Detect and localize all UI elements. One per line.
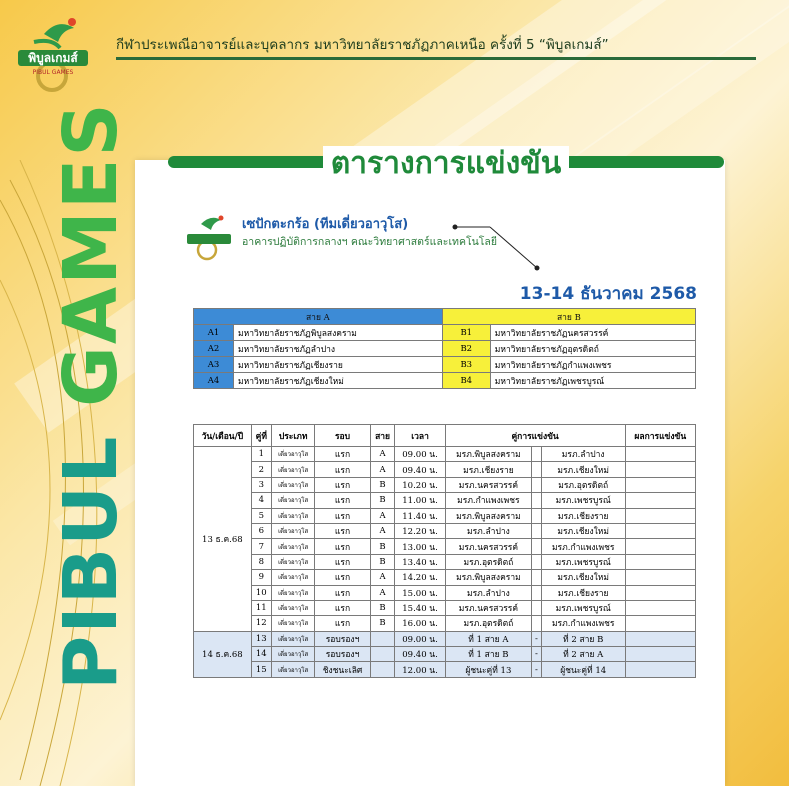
col-match: คู่การแข่งขัน	[445, 425, 625, 447]
match-no: 3	[251, 477, 271, 492]
team-2: มรภ.เชียงราย	[541, 508, 625, 523]
group-a-team: มหาวิทยาลัยราชภัฏเชียงใหม่	[234, 373, 443, 389]
brand-pibul: PIBUL	[48, 406, 134, 690]
group-b-team: มหาวิทยาลัยราชภัฏนครสวรรค์	[490, 325, 695, 341]
match-result	[625, 570, 695, 585]
match-round: แรก	[315, 508, 370, 523]
table-row	[194, 647, 696, 662]
match-separator: -	[532, 662, 542, 677]
match-time: 13.00 น.	[395, 539, 445, 554]
match-separator	[532, 616, 542, 631]
match-round: แรก	[315, 523, 370, 538]
match-no: 12	[251, 616, 271, 631]
match-result	[625, 523, 695, 538]
group-b-code: B3	[442, 357, 490, 373]
match-no: 15	[251, 662, 271, 677]
match-result	[625, 508, 695, 523]
match-group	[370, 647, 395, 662]
col-round: รอบ	[315, 425, 370, 447]
match-type: เดี่ยวอาวุโส	[271, 508, 314, 523]
match-separator: -	[532, 631, 542, 646]
match-group	[370, 662, 395, 677]
match-round: แรก	[315, 477, 370, 492]
table-row	[194, 570, 696, 585]
group-a-team: มหาวิทยาลัยราชภัฏเชียงราย	[234, 357, 443, 373]
col-date: วัน/เดือน/ปี	[194, 425, 252, 447]
match-time: 09.00 น.	[395, 447, 445, 462]
match-no: 1	[251, 447, 271, 462]
match-separator	[532, 477, 542, 492]
group-b-header: สาย B	[442, 309, 695, 325]
table-row	[194, 631, 696, 646]
match-group: A	[370, 585, 395, 600]
match-result	[625, 539, 695, 554]
group-b-code: B1	[442, 325, 490, 341]
match-no: 13	[251, 631, 271, 646]
table-row	[194, 554, 696, 569]
team-1: ผู้ชนะคู่ที่ 13	[445, 662, 531, 677]
team-1: มรภ.ลำปาง	[445, 523, 531, 538]
match-result	[625, 447, 695, 462]
team-2: ผู้ชนะคู่ที่ 14	[541, 662, 625, 677]
match-type: เดี่ยวอาวุโส	[271, 539, 314, 554]
team-2: มรภ.เชียงใหม่	[541, 462, 625, 477]
svg-text:พิบูลเกมส์: พิบูลเกมส์	[28, 51, 78, 65]
group-row	[194, 373, 696, 389]
match-separator	[532, 493, 542, 508]
match-separator	[532, 508, 542, 523]
match-result	[625, 462, 695, 477]
match-group: B	[370, 616, 395, 631]
match-result	[625, 647, 695, 662]
match-no: 8	[251, 554, 271, 569]
match-type: เดี่ยวอาวุโส	[271, 462, 314, 477]
group-b-team: มหาวิทยาลัยราชภัฏเพชรบูรณ์	[490, 373, 695, 389]
date-cell: 13 ธ.ค.68	[194, 447, 252, 632]
team-1: มรภ.กำแพงเพชร	[445, 493, 531, 508]
match-type: เดี่ยวอาวุโส	[271, 600, 314, 615]
match-no: 14	[251, 647, 271, 662]
table-row	[194, 600, 696, 615]
team-2: ที่ 2 สาย A	[541, 647, 625, 662]
pointer-line	[452, 224, 552, 274]
match-separator	[532, 462, 542, 477]
team-2: ที่ 2 สาย B	[541, 631, 625, 646]
svg-text:PIBUL GAMES: PIBUL GAMES	[32, 69, 74, 76]
match-group: B	[370, 477, 395, 492]
team-2: มรภ.กำแพงเพชร	[541, 616, 625, 631]
event-logo	[185, 212, 235, 262]
team-1: มรภ.พิบูลสงคราม	[445, 508, 531, 523]
match-group: B	[370, 493, 395, 508]
match-round: ชิงชนะเลิศ	[315, 662, 370, 677]
match-round: แรก	[315, 493, 370, 508]
match-time: 15.00 น.	[395, 585, 445, 600]
team-2: มรภ.เชียงใหม่	[541, 523, 625, 538]
event-date: 13-14 ธันวาคม 2568	[519, 284, 697, 304]
match-round: แรก	[315, 585, 370, 600]
group-a-code: A2	[194, 341, 234, 357]
match-result	[625, 585, 695, 600]
group-a-code: A1	[194, 325, 234, 341]
match-type: เดี่ยวอาวุโส	[271, 447, 314, 462]
header-title: กีฬาประเพณีอาจารย์และบุคลากร มหาวิทยาลัยราชภัฏภาคเหนือ ครั้งที่ 5 “พิบูลเกมส์”	[116, 37, 609, 53]
team-1: ที่ 1 สาย A	[445, 631, 531, 646]
team-1: มรภ.พิบูลสงคราม	[445, 570, 531, 585]
col-type: ประเภท	[271, 425, 314, 447]
match-round: รอบรองฯ	[315, 647, 370, 662]
col-no: คู่ที่	[251, 425, 271, 447]
match-time: 13.40 น.	[395, 554, 445, 569]
table-row	[194, 616, 696, 631]
team-2: มรภ.อุตรดิตถ์	[541, 477, 625, 492]
match-group: B	[370, 539, 395, 554]
match-no: 9	[251, 570, 271, 585]
date-cell: 14 ธ.ค.68	[194, 631, 252, 677]
group-row	[194, 325, 696, 341]
table-row	[194, 493, 696, 508]
table-row	[194, 462, 696, 477]
team-2: มรภ.เชียงใหม่	[541, 570, 625, 585]
col-result: ผลการแข่งขัน	[625, 425, 695, 447]
match-time: 09.00 น.	[395, 631, 445, 646]
team-1: มรภ.นครสวรรค์	[445, 539, 531, 554]
table-row	[194, 585, 696, 600]
group-b-team: มหาวิทยาลัยราชภัฏกำแพงเพชร	[490, 357, 695, 373]
match-result	[625, 600, 695, 615]
match-round: แรก	[315, 570, 370, 585]
match-result	[625, 616, 695, 631]
match-type: เดี่ยวอาวุโส	[271, 554, 314, 569]
match-type: เดี่ยวอาวุโส	[271, 647, 314, 662]
group-a-team: มหาวิทยาลัยราชภัฏลำปาง	[234, 341, 443, 357]
match-time: 09.40 น.	[395, 647, 445, 662]
match-round: แรก	[315, 554, 370, 569]
match-round: รอบรองฯ	[315, 631, 370, 646]
match-group: A	[370, 462, 395, 477]
col-group: สาย	[370, 425, 395, 447]
match-time: 11.40 น.	[395, 508, 445, 523]
match-type: เดี่ยวอาวุโส	[271, 616, 314, 631]
match-time: 12.00 น.	[395, 662, 445, 677]
group-a-code: A4	[194, 373, 234, 389]
groups-table	[193, 308, 696, 389]
match-time: 12.20 น.	[395, 523, 445, 538]
schedule-table	[193, 424, 696, 678]
match-round: แรก	[315, 462, 370, 477]
match-result	[625, 662, 695, 677]
team-2: มรภ.ลำปาง	[541, 447, 625, 462]
table-row	[194, 539, 696, 554]
group-row	[194, 341, 696, 357]
team-1: มรภ.อุตรดิตถ์	[445, 554, 531, 569]
match-type: เดี่ยวอาวุโส	[271, 662, 314, 677]
page-header	[0, 0, 789, 90]
match-separator	[532, 523, 542, 538]
match-type: เดี่ยวอาวุโส	[271, 585, 314, 600]
match-separator	[532, 447, 542, 462]
vertical-brand-text	[48, 101, 134, 690]
match-separator	[532, 585, 542, 600]
match-time: 11.00 น.	[395, 493, 445, 508]
team-2: มรภ.เพชรบูรณ์	[541, 554, 625, 569]
team-2: มรภ.กำแพงเพชร	[541, 539, 625, 554]
team-1: มรภ.อุตรดิตถ์	[445, 616, 531, 631]
match-type: เดี่ยวอาวุโส	[271, 570, 314, 585]
match-no: 10	[251, 585, 271, 600]
match-separator	[532, 570, 542, 585]
team-1: มรภ.เชียงราย	[445, 462, 531, 477]
group-b-code: B2	[442, 341, 490, 357]
group-a-code: A3	[194, 357, 234, 373]
match-round: แรก	[315, 539, 370, 554]
header-divider-dashes	[640, 57, 760, 60]
match-no: 2	[251, 462, 271, 477]
group-b-team: มหาวิทยาลัยราชภัฏอุตรดิตถ์	[490, 341, 695, 357]
col-time: เวลา	[395, 425, 445, 447]
team-1: มรภ.นครสวรรค์	[445, 477, 531, 492]
table-row	[194, 447, 696, 462]
table-row	[194, 523, 696, 538]
match-time: 15.40 น.	[395, 600, 445, 615]
match-type: เดี่ยวอาวุโส	[271, 631, 314, 646]
banner-title: ตารางการแข่งขัน	[323, 146, 570, 181]
team-2: มรภ.เพชรบูรณ์	[541, 600, 625, 615]
match-result	[625, 554, 695, 569]
match-round: แรก	[315, 600, 370, 615]
match-type: เดี่ยวอาวุโส	[271, 477, 314, 492]
match-round: แรก	[315, 447, 370, 462]
match-result	[625, 477, 695, 492]
group-row	[194, 357, 696, 373]
event-sport: เซปักตะกร้อ (ทีมเดี่ยวอาวุโส)	[242, 217, 409, 232]
match-group: A	[370, 523, 395, 538]
team-1: มรภ.ลำปาง	[445, 585, 531, 600]
match-group: A	[370, 508, 395, 523]
match-group: A	[370, 447, 395, 462]
match-separator	[532, 554, 542, 569]
match-group: B	[370, 600, 395, 615]
group-a-team: มหาวิทยาลัยราชภัฏพิบูลสงคราม	[234, 325, 443, 341]
table-row	[194, 477, 696, 492]
team-1: มรภ.พิบูลสงคราม	[445, 447, 531, 462]
match-group: B	[370, 554, 395, 569]
match-separator: -	[532, 647, 542, 662]
team-2: มรภ.เพชรบูรณ์	[541, 493, 625, 508]
table-row	[194, 508, 696, 523]
team-1: มรภ.นครสวรรค์	[445, 600, 531, 615]
match-no: 7	[251, 539, 271, 554]
match-no: 11	[251, 600, 271, 615]
team-2: มรภ.เชียงราย	[541, 585, 625, 600]
match-time: 10.20 น.	[395, 477, 445, 492]
team-1: ที่ 1 สาย B	[445, 647, 531, 662]
match-separator	[532, 600, 542, 615]
banner	[168, 146, 724, 181]
brand-games: GAMES	[48, 101, 134, 407]
match-round: แรก	[315, 616, 370, 631]
match-no: 4	[251, 493, 271, 508]
match-type: เดี่ยวอาวุโส	[271, 493, 314, 508]
match-no: 5	[251, 508, 271, 523]
match-group: A	[370, 570, 395, 585]
match-group	[370, 631, 395, 646]
table-row	[194, 662, 696, 677]
match-type: เดี่ยวอาวุโส	[271, 523, 314, 538]
match-time: 16.00 น.	[395, 616, 445, 631]
pibul-games-logo	[14, 12, 98, 96]
match-result	[625, 493, 695, 508]
match-time: 09.40 น.	[395, 462, 445, 477]
match-separator	[532, 539, 542, 554]
group-a-header: สาย A	[194, 309, 443, 325]
match-result	[625, 631, 695, 646]
group-b-code: B4	[442, 373, 490, 389]
event-venue: อาคารปฏิบัติการกลางฯ คณะวิทยาศาสตร์และเทคโนโลยี	[242, 236, 498, 248]
match-time: 14.20 น.	[395, 570, 445, 585]
match-no: 6	[251, 523, 271, 538]
